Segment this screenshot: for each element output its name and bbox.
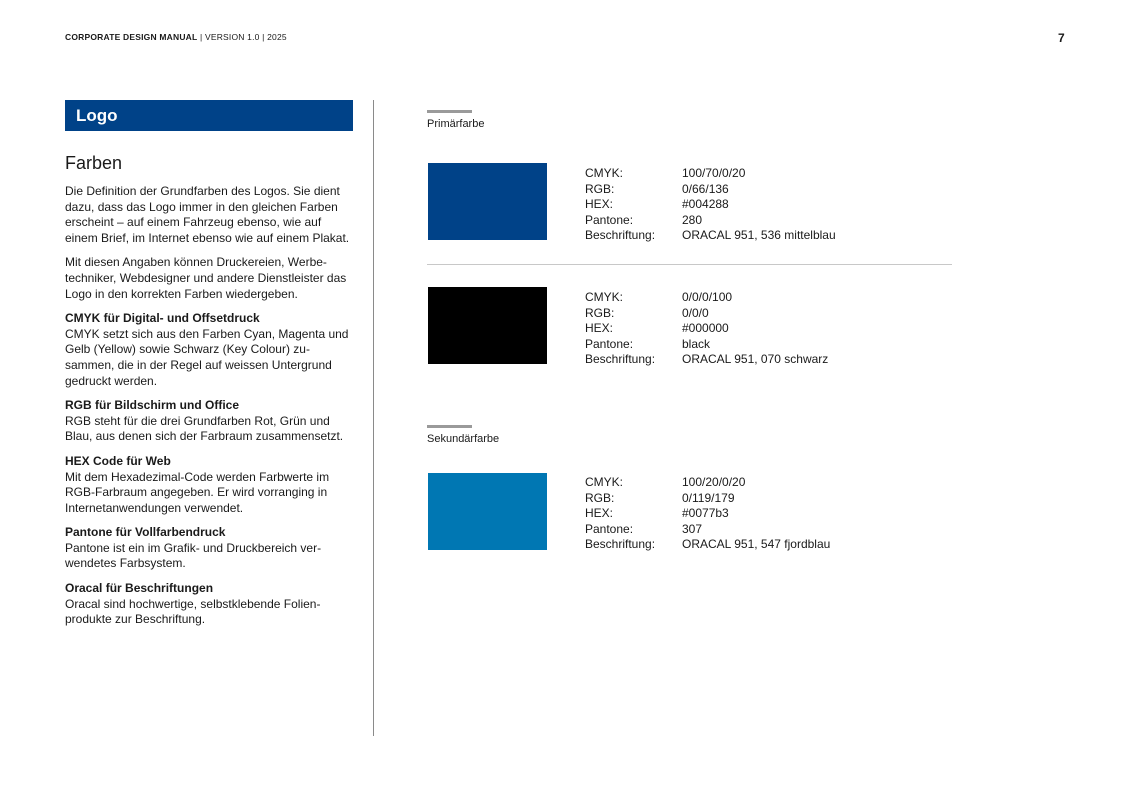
spec-value: 100/20/0/20: [682, 475, 746, 489]
spec-value: 100/70/0/20: [682, 166, 746, 180]
definition-text: CMYK setzt sich aus den Farben Cyan, Magenta und Gelb (Yellow) sowie Schwarz (Key Colour) zu-sammen, die in der Regel auf weissen Untergrund gedruckt werden.: [65, 326, 349, 388]
definition-title: RGB für Bildschirm und Office: [65, 398, 240, 413]
spec-row-cmyk: [585, 475, 830, 491]
spec-value: ORACAL 951, 536 mittelblau: [682, 228, 836, 242]
definition-text: Pantone ist ein im Grafik- und Druckbereich ver-wendetes Farbsystem.: [65, 540, 322, 571]
spec-row-oracal: [585, 537, 830, 553]
color-swatch-secondary-blue: [428, 473, 547, 550]
color-specs-primary-blue: [585, 166, 836, 244]
spec-value: 0/66/136: [682, 181, 729, 196]
definition-title: Oracal für Beschriftungen: [65, 581, 214, 596]
spec-row-hex: [585, 197, 836, 213]
spec-label: HEX:: [585, 321, 614, 335]
definition-text: Oracal sind hochwertige, selbstklebende Folien-produkte zur Beschriftung.: [65, 596, 321, 627]
spec-label: Pantone:: [585, 521, 634, 536]
header-title: CORPORATE DESIGN MANUAL: [65, 32, 198, 42]
definition-hex: [65, 454, 353, 516]
definition-pantone: [65, 525, 353, 572]
definition-cmyk: [65, 311, 353, 389]
intro-paragraph-2: Mit diesen Angaben können Druckereien, Werbe-techniker, Webdesigner und andere Dienstleister das Logo in den korrekten Farben wiedergeben.: [65, 255, 347, 301]
color-swatch-primary-blue: [428, 163, 547, 240]
spec-row-oracal: [585, 228, 836, 244]
definition-title: CMYK für Digital- und Offsetdruck: [65, 311, 260, 326]
spec-row-rgb: [585, 182, 836, 198]
spec-label: Beschriftung:: [585, 352, 656, 366]
spec-label: HEX:: [585, 197, 614, 211]
color-specs-black: [585, 290, 828, 368]
spec-row-hex: [585, 506, 830, 522]
spec-label: CMYK:: [585, 290, 624, 304]
spec-value: 280: [682, 212, 703, 227]
spec-value: 0/119/179: [682, 490, 735, 505]
header-version: | VERSION 1.0 | 2025: [197, 32, 287, 42]
spec-value: 0/0/0/100: [682, 290, 733, 304]
spec-row-hex: [585, 321, 828, 337]
spec-row-pantone: [585, 213, 836, 229]
column-divider: [373, 100, 374, 736]
definition-title: Pantone für Vollfarbendruck: [65, 525, 226, 540]
definition-title: HEX Code für Web: [65, 453, 171, 468]
spec-row-cmyk: [585, 290, 828, 306]
definition-text: Mit dem Hexadezimal-Code werden Farbwerte im RGB-Farbraum angegeben. Er wird vorranging in Internetanwendungen verwendet.: [65, 469, 330, 515]
spec-label: Beschriftung:: [585, 537, 656, 551]
subsection-title: Farben: [65, 153, 123, 173]
spec-row-rgb: [585, 491, 830, 507]
spec-label: HEX:: [585, 506, 614, 520]
spec-value: 0/0/0: [682, 305, 709, 320]
spec-label: RGB:: [585, 181, 615, 196]
spec-value: ORACAL 951, 547 fjordblau: [682, 537, 831, 551]
color-swatch-black: [428, 287, 547, 364]
left-column: [65, 100, 353, 637]
spec-label: Pantone:: [585, 212, 634, 227]
color-specs-secondary-blue: [585, 475, 830, 553]
spec-label: CMYK:: [585, 166, 624, 180]
spec-row-pantone: [585, 522, 830, 538]
secondary-color-label: Sekundärfarbe: [427, 433, 500, 445]
definition-oracal: [65, 581, 353, 628]
spec-value: #0077b3: [682, 506, 729, 520]
definition-text: RGB steht für die drei Grundfarben Rot, Grün und Blau, aus denen sich der Farbraum zusammensetzt.: [65, 413, 344, 444]
page-number: 7: [1058, 31, 1065, 45]
spec-label: RGB:: [585, 490, 615, 505]
spec-value: ORACAL 951, 070 schwarz: [682, 352, 829, 366]
color-separator: [427, 264, 952, 265]
page-header: [65, 32, 287, 42]
section-title-bar: [65, 100, 353, 131]
intro-paragraph-1: Die Definition der Grundfarben des Logos. Sie dient dazu, dass das Logo immer in den gleichen Farben erscheint – auf einem Fahrzeug ebenso, wie auf einem Brief, im Internet ebenso wie auf einem Plakat.: [65, 184, 350, 245]
section-title: Logo: [76, 105, 118, 125]
spec-label: CMYK:: [585, 475, 624, 489]
spec-value: black: [682, 336, 711, 351]
definition-rgb: [65, 398, 353, 445]
spec-label: RGB:: [585, 305, 615, 320]
spec-row-cmyk: [585, 166, 836, 182]
spec-row-pantone: [585, 337, 828, 353]
spec-row-oracal: [585, 352, 828, 368]
spec-value: 307: [682, 521, 703, 536]
spec-row-rgb: [585, 306, 828, 322]
primary-color-label: Primärfarbe: [427, 118, 485, 130]
body-text: [65, 184, 353, 628]
spec-value: #004288: [682, 197, 729, 211]
spec-label: Pantone:: [585, 336, 634, 351]
secondary-label-rule: [427, 425, 472, 428]
spec-label: Beschriftung:: [585, 228, 656, 242]
primary-label-rule: [427, 110, 472, 113]
spec-value: #000000: [682, 321, 729, 335]
